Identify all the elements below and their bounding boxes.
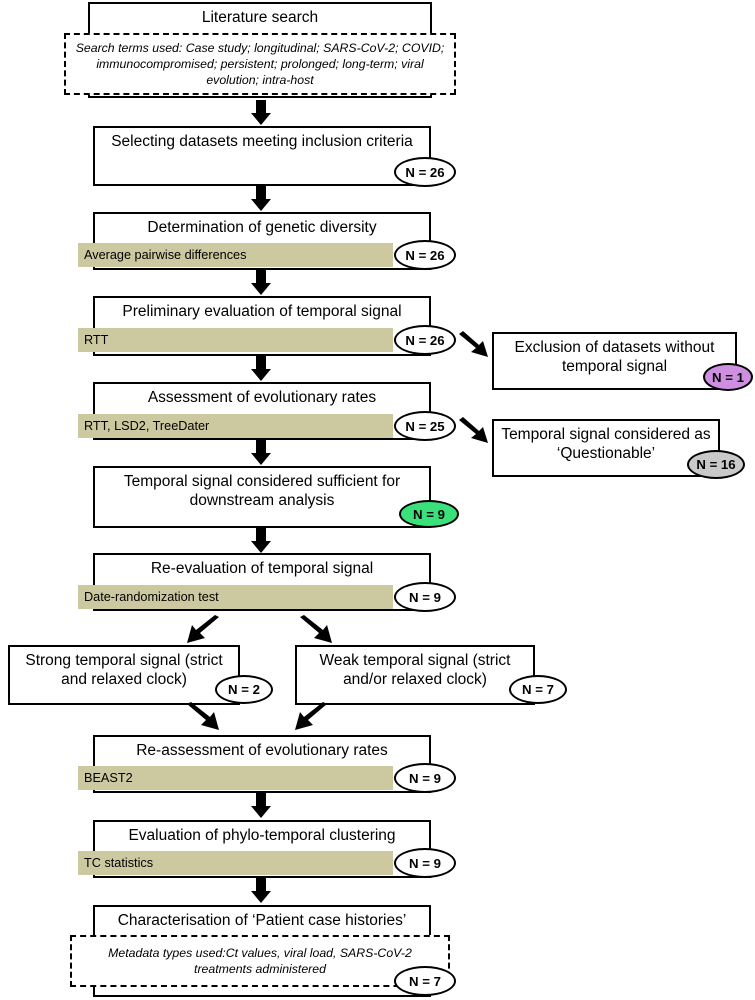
note-metadata-types: Metadata types used:Ct values, viral load, SARS-CoV-2 treatments administered — [70, 935, 450, 987]
arrow-diagonal-questionable — [458, 417, 490, 452]
count-badge-questionable: N = 16 — [687, 450, 745, 479]
count-badge-evolutionary-rates: N = 25 — [394, 411, 456, 441]
step-temporal-signal-sufficient — [93, 466, 431, 528]
step-title: Preliminary evaluation of temporal signal — [122, 303, 402, 320]
method-genetic-diversity: Average pairwise differences — [78, 243, 393, 267]
branch-questionable-temporal-signal — [492, 419, 720, 477]
arrow-merge-right — [293, 702, 329, 739]
count-badge-weak-temporal-signal: N = 7 — [509, 675, 567, 704]
step-title: Literature search — [201, 9, 319, 26]
method-re-assessment-evolutionary-rates: BEAST2 — [78, 766, 393, 790]
step-title: Assessment of evolutionary rates — [147, 389, 377, 406]
method-evolutionary-rates: RTT, LSD2, TreeDater — [78, 414, 393, 438]
branch-title: Temporal signal considered as ‘Questionable’ — [501, 426, 711, 462]
step-title: Strong temporal signal (strict and relaxed clock) — [25, 652, 223, 688]
method-phylo-temporal-clustering: TC statistics — [78, 851, 393, 875]
step-title: Re-evaluation of temporal signal — [150, 560, 374, 577]
step-strong-temporal-signal — [8, 645, 240, 705]
count-badge-phylo-temporal-clustering: N = 9 — [394, 848, 456, 878]
count-badge-re-evaluation-temporal-signal: N = 9 — [394, 582, 456, 612]
step-weak-temporal-signal — [295, 645, 535, 705]
arrow-merge-left — [185, 702, 221, 739]
count-badge-exclusion: N = 1 — [703, 363, 753, 391]
step-title: Temporal signal considered sufficient for downstream analysis — [123, 473, 401, 509]
count-badge-preliminary-temporal-signal: N = 26 — [394, 325, 456, 355]
step-title: Re-assessment of evolutionary rates — [136, 742, 388, 759]
method-re-evaluation-temporal-signal: Date-randomization test — [78, 585, 393, 609]
step-title: Evaluation of phylo-temporal clustering — [128, 827, 396, 844]
branch-title: Exclusion of datasets without temporal signal — [514, 339, 715, 375]
step-title: Characterisation of ‘Patient case histories’ — [117, 912, 407, 929]
step-title: Weak temporal signal (strict and/or relaxed clock) — [319, 652, 511, 688]
step-title: Determination of genetic diversity — [147, 219, 377, 236]
note-search-terms: Search terms used: Case study; longitudinal; SARS-CoV-2; COVID; immunocompromised; persistent; prolonged; long-term; viral evolution; intra-host — [64, 33, 456, 95]
count-badge-temporal-signal-sufficient: N = 9 — [399, 500, 459, 528]
method-preliminary-temporal-signal: RTT — [78, 328, 393, 352]
count-badge-strong-temporal-signal: N = 2 — [215, 675, 273, 704]
count-badge-re-assessment-evolutionary-rates: N = 9 — [394, 763, 456, 793]
arrow-diagonal-exclusion — [458, 331, 490, 366]
branch-exclusion-no-temporal-signal — [492, 332, 737, 390]
count-badge-genetic-diversity: N = 26 — [394, 240, 456, 270]
step-selecting-datasets — [93, 126, 431, 186]
count-badge-selecting-datasets: N = 26 — [394, 157, 456, 187]
step-title: Selecting datasets meeting inclusion criteria — [111, 133, 413, 150]
count-badge-patient-case-histories: N = 7 — [394, 966, 456, 996]
